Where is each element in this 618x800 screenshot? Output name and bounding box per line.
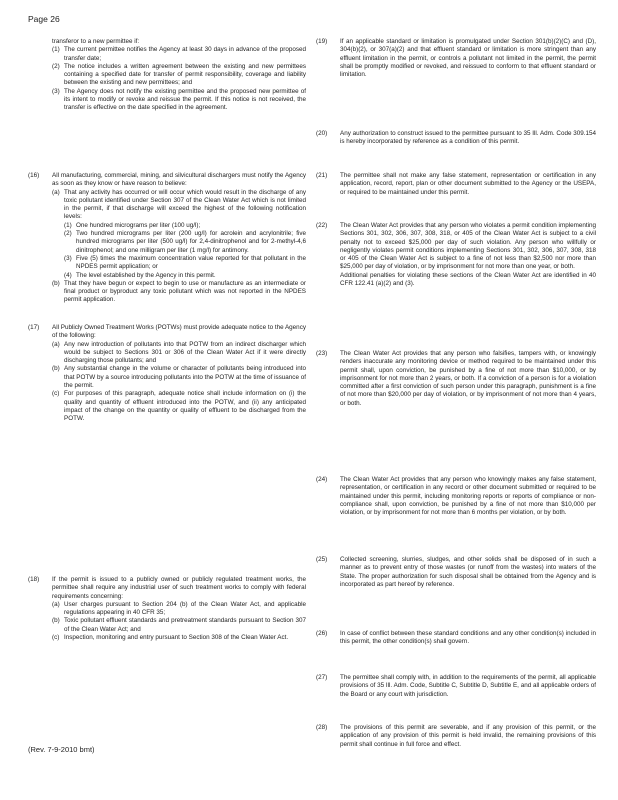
item-text: That they have begun or expect to begin to use or manufacture as an intermediate or final product or byproduct any toxic pollutant which was not reported in the NPDES permit application. [64,279,306,304]
condition-number: (24) [316,476,328,483]
item-label: (b) [52,365,60,373]
condition-number: (19) [316,38,328,45]
condition-number: (23) [316,350,328,357]
condition-paragraph: The Clean Water Act provides that any person who violates a permit condition implementing Sections 301, 302, 306, 307, 308, 318, or 405 of the Clean Water Act is subject to a civil penalty not to exceed $25,000 per day of such violation. Any person who willfully or negligently violates permit conditions implementing Sections 301, 302, 306, 307, 308, 318 or 405 of the Clean Water Act is subject to a fine of not less than $2,500 nor more than $25,000 per day of violation, or by imprisonment for not more than one year, or both. [340,222,596,271]
condition-28 [316,724,596,749]
list-item [52,88,306,113]
condition-text: Collected screening, slurries, sludges, and other solids shall be disposed of in such a manner as to prevent entry of those wastes (or runoff from the wastes) into waters of the State. The proper authorization for such disposal shall be obtained from the Agency and is incorporated as part hereof by reference. [340,556,596,588]
condition-number: (26) [316,630,328,637]
list-item [52,634,306,642]
item-label: (3) [64,254,72,262]
revision-footer: (Rev. 7-9-2010 bmt) [28,745,95,754]
item-a-text: That any activity has occurred or will occur which would result in the discharge of any toxic pollutant identified under Section 307 of the Clean Water Act which is not limited in the permit, if that discharge will exceed the highest of the following notification levels: [64,188,306,221]
condition-15-intro: transferor to a new permittee if: [52,38,140,45]
list-item [64,255,306,272]
condition-number: (22) [316,222,328,229]
item-label: (b) [52,617,60,625]
condition-25 [316,556,596,589]
condition-text: The permittee shall comply with, in addition to the requirements of the permit, all applicable provisions of 35 Ill. Adm. Code, Subtitle C, Subtitle D, Subtitle E, and all applicable orders of the Board or any court with jurisdiction. [340,674,596,698]
item-text: The Agency does not notify the existing permittee and the proposed new permittee of its intent to modify or revoke and reissue the permit. If this notice is not received, the transfer is effective on the date specified in the agreement. [64,87,306,112]
condition-26 [316,630,596,647]
list-item [64,222,306,230]
item-label: (1) [64,221,72,229]
list-item [52,601,306,618]
condition-text: All manufacturing, commercial, mining, and silvicultural dischargers must notify the Agency as soon as they know or have reason to believe: [52,172,306,188]
condition-20 [316,130,596,147]
item-label: (3) [52,87,60,95]
item-text: For purposes of this paragraph, adequate notice shall include information on (i) the quality and quantity of effluent introduced into the POTW, and (ii) any anticipated impact of the change on the quantity or quality of effluent to be discharged from the POTW. [64,390,306,423]
item-label: (a) [52,188,60,196]
item-label: (2) [64,230,72,238]
condition-text: If an applicable standard or limitation is promulgated under Section 301(b)(2)(C) and (D), 304(b)(2), or 307(a)(2) and that effluent standard or limitation is more stringent than any effluent limitation in the permit, or controls a pollutant not limited in the permit, the permit shall be promptly modified or revoked, and reissued to conform to that effluent standard or limitation. [340,38,596,79]
list-item [52,46,306,63]
condition-number: (25) [316,556,328,563]
item-label: (c) [52,634,60,642]
item-label: (b) [52,279,60,287]
list-item [52,617,306,634]
condition-21 [316,172,596,197]
condition-15-continued [28,38,306,113]
condition-19 [316,38,596,79]
list-item [52,63,306,88]
page-number: Page 26 [28,14,60,24]
item-text: The notice includes a written agreement between the existing and new permittees containing a specified date for transfer of permit responsibility, coverage and liability between the existing and new permittees; and [64,62,306,87]
item-text [64,189,306,280]
item-text: Two hundred micrograms per liter (200 ug/l) for acrolein and acrylonitrile; five hundred micrograms per liter (500 ug/l) for 2,4-dinitrophenol and for 2-methyl-4,6 dinitrophenol; and one milligram per liter (1 mg/l) for antimony. [76,230,306,254]
condition-22 [316,222,596,288]
condition-number: (21) [316,172,328,179]
condition-text: All Publicly Owned Treatment Works (POTWs) must provide adequate notice to the Agency of the following: [52,324,306,340]
list-item [64,272,306,280]
item-text: Any substantial change in the volume or character of pollutants being introduced into that POTW by a source introducing pollutants into the POTW at the time of issuance of the permit. [64,365,306,390]
condition-23 [316,350,596,408]
list-item [52,189,306,280]
condition-paragraph: Additional penalties for violating these sections of the Clean Water Act are identified in 40 CFR 122.41 (a)(2) and (3). [340,271,596,288]
item-label: (a) [52,340,60,348]
condition-text: Any authorization to construct issued to the permittee pursuant to 35 Ill. Adm. Code 309.154 is hereby incorporated by reference as a condition of this permit. [340,130,596,146]
item-label: (c) [52,390,60,398]
list-item [52,365,306,390]
list-item [52,390,306,423]
item-text: Any new introduction of pollutants into that POTW from an indirect discharger which would be subject to Sections 301 or 306 of the Clean Water Act if it were directly discharging those pollutants; and [64,340,306,365]
item-label: (2) [52,62,60,70]
condition-number: (28) [316,724,328,731]
condition-number: (17) [28,324,40,331]
item-label: (a) [52,600,60,608]
item-text: One hundred micrograms per liter (100 ug/l); [76,221,201,229]
condition-text: In case of conflict between these standard conditions and any other condition(s) included in this permit, the other condition(s) shall govern. [340,630,596,646]
condition-number: (16) [28,172,40,179]
condition-text: If the permit is issued to a publicly owned or publicly regulated treatment works, the permittee shall require any industrial user of such treatment works to comply with federal requirements concerning: [52,576,306,600]
condition-text: The provisions of this permit are severable, and if any provision of this permit, or the application of any provision of this permit is held invalid, the remaining provisions of this permit shall continue in full force and effect. [340,724,596,748]
item-text: Toxic pollutant effluent standards and pretreatment standards pursuant to Section 307 of the Clean Water Act; and [64,617,306,633]
item-text: The current permittee notifies the Agency at least 30 days in advance of the proposed transfer date; [64,46,306,62]
list-item [52,341,306,366]
condition-number: (18) [28,576,40,583]
list-item [52,280,306,305]
condition-18 [28,576,306,642]
condition-text: The Clean Water Act provides that any person who falsifies, tampers with, or knowingly renders inaccurate any monitoring device or method required to be maintained under this permit shall, upon conviction, be punished by a fine of not more than $10,000, or by imprisonment for not more than 2 years, or both. If a conviction of a person is for a violation committed after a first conviction of such person under this paragraph, punishment is a fine of not more than $20,000 per day of violation, or by imprisonment of not more than 4 years, or both. [340,350,596,407]
item-text: The level established by the Agency in this permit. [76,271,216,279]
condition-17 [28,324,306,424]
item-text: Five (5) times the maximum concentration value reported for that pollutant in the NPDES permit application; or [76,254,306,271]
condition-text: The permittee shall not make any false statement, representation or certification in any application, record, report, plan or other document submitted to the Agency or the USEPA, or required to be maintained under this permit. [340,172,596,196]
item-text: User charges pursuant to Section 204 (b) of the Clean Water Act, and applicable regulations appearing in 40 CFR 35; [64,600,306,617]
condition-24 [316,476,596,517]
item-text: Inspection, monitoring and entry pursuant to Section 308 of the Clean Water Act. [64,634,289,642]
condition-text: The Clean Water Act provides that any person who knowingly makes any false statement, representation, or certification in any record or other document submitted or required to be maintained under this permit, including monitoring reports or reports of compliance or non-compliance shall, upon conviction, be punished by a fine of not more than $10,000 per violation, or by imprisonment for not more than 6 months per violation, or by both. [340,476,596,517]
item-label: (1) [52,46,60,54]
condition-27 [316,674,596,699]
list-item [64,230,306,255]
condition-16 [28,172,306,305]
item-label: (4) [64,271,72,279]
condition-number: (20) [316,130,328,137]
condition-number: (27) [316,674,328,681]
